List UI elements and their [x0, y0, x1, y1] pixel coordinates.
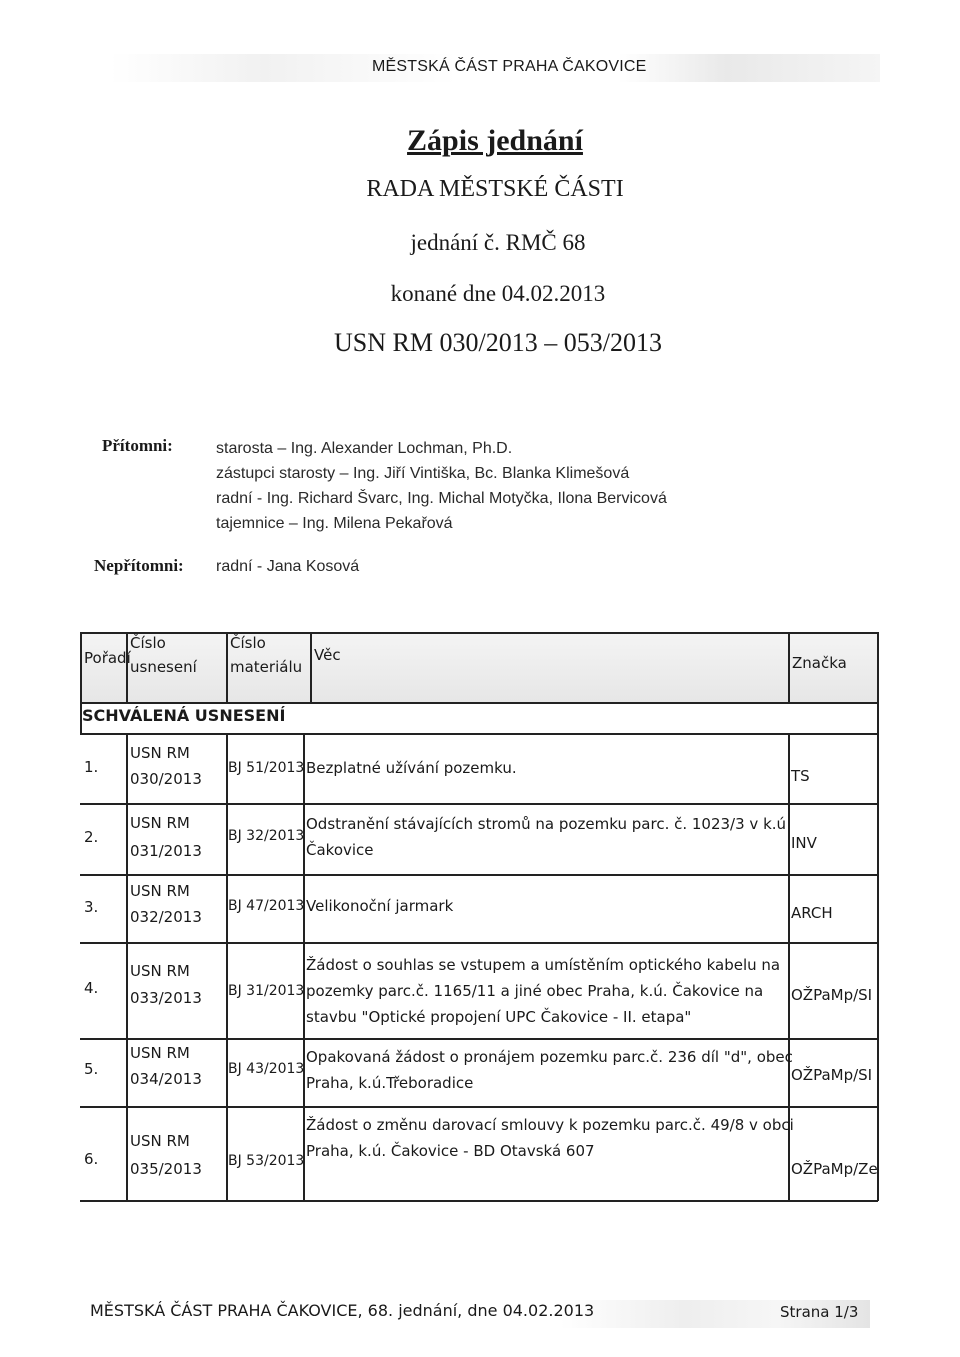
present-line: starosta – Ing. Alexander Lochman, Ph.D. — [216, 440, 513, 457]
row-separator — [80, 1038, 878, 1040]
row-order: 2. — [84, 828, 99, 846]
row-separator — [80, 874, 878, 876]
row-subject: pozemky parc.č. 1165/11 a jiné obec Praha, k.ú. Čakovice na — [306, 982, 764, 1000]
table-border — [80, 702, 878, 704]
row-separator — [80, 1200, 878, 1202]
table-divider — [226, 632, 228, 702]
row-resolution: USN RM — [130, 882, 190, 900]
header-subject: Věc — [314, 646, 341, 664]
row-resolution: USN RM — [130, 1132, 190, 1150]
row-subject: stavbu "Optické propojení UPC Čakovice - II. etapa" — [306, 1008, 692, 1026]
row-mark: INV — [791, 834, 817, 852]
present-label: Přítomni: — [102, 436, 173, 455]
table-border — [877, 632, 879, 734]
section-approved-resolutions: SCHVÁLENÁ USNESENÍ — [82, 706, 286, 725]
present-line: tajemnice – Ing. Milena Pekařová — [216, 515, 453, 532]
row-resolution: USN RM — [130, 814, 190, 832]
row-resolution: 034/2013 — [130, 1070, 202, 1088]
row-resolution: 030/2013 — [130, 770, 202, 788]
row-material: BJ 43/2013 — [228, 1061, 305, 1077]
row-mark: OŽPaMp/Ze — [791, 1160, 878, 1178]
row-order: 1. — [84, 758, 99, 776]
header-resolution-number: usnesení — [130, 658, 197, 676]
row-order: 3. — [84, 898, 99, 916]
row-material: BJ 51/2013 — [228, 760, 305, 776]
row-subject: Velikonoční jarmark — [306, 897, 454, 915]
row-separator — [80, 1106, 878, 1108]
row-order: 6. — [84, 1150, 99, 1168]
row-material: BJ 47/2013 — [228, 898, 305, 914]
header-material-number: Číslo — [230, 634, 266, 652]
row-resolution: 032/2013 — [130, 908, 202, 926]
row-mark: OŽPaMp/SI — [791, 986, 873, 1004]
row-subject: Žádost o souhlas se vstupem a umístěním optického kabelu na — [306, 956, 781, 974]
row-resolution: USN RM — [130, 962, 190, 980]
resolution-range: USN RM 030/2013 – 053/2013 — [334, 328, 662, 357]
table-divider — [788, 632, 790, 702]
present-line: radní - Ing. Richard Švarc, Ing. Michal Motyčka, Ilona Bervicová — [216, 490, 667, 507]
footer-text: MĚSTSKÁ ČÁST PRAHA ČAKOVICE, 68. jednání, dne 04.02.2013 — [90, 1301, 595, 1320]
row-resolution: 031/2013 — [130, 842, 202, 860]
row-resolution: USN RM — [130, 1044, 190, 1062]
table-border — [80, 733, 878, 735]
header-org: MĚSTSKÁ ČÁST PRAHA ČAKOVICE — [372, 58, 647, 75]
table-header-band — [80, 632, 877, 703]
present-line: zástupci starosty – Ing. Jiří Vintiška, Bc. Blanka Klimešová — [216, 465, 630, 482]
header-resolution-number: Číslo — [130, 634, 166, 652]
header-mark: Značka — [792, 654, 847, 672]
table-border — [80, 632, 878, 634]
row-material: BJ 53/2013 — [228, 1153, 305, 1169]
meeting-date: konané dne 04.02.2013 — [390, 281, 606, 306]
row-subject: Žádost o změnu darovací smlouvy k pozemku parc.č. 49/8 v obci — [306, 1116, 794, 1134]
row-subject: Opakovaná žádost o pronájem pozemku parc.č. 236 díl "d", obec — [306, 1048, 793, 1066]
absent-line: radní - Jana Kosová — [216, 558, 360, 575]
row-mark: OŽPaMp/SI — [791, 1066, 873, 1084]
row-subject: Praha, k.ú.Třeboradice — [306, 1074, 474, 1092]
row-subject: Čakovice — [306, 841, 374, 859]
table-divider — [310, 632, 312, 702]
row-resolution: 035/2013 — [130, 1160, 202, 1178]
header-order: Pořadí — [84, 649, 131, 667]
document-title: Zápis jednání — [407, 124, 583, 157]
row-subject: Odstranění stávajících stromů na pozemku parc. č. 1023/3 v k.ú — [306, 815, 787, 833]
absent-label: Nepřítomni: — [94, 556, 184, 575]
row-mark: ARCH — [791, 904, 833, 922]
row-order: 5. — [84, 1060, 99, 1078]
body-name: RADA MĚSTSKÉ ČÁSTI — [366, 176, 624, 202]
row-resolution: USN RM — [130, 744, 190, 762]
row-separator — [80, 803, 878, 805]
row-order: 4. — [84, 979, 99, 997]
meeting-number: jednání č. RMČ 68 — [410, 230, 586, 255]
row-material: BJ 31/2013 — [228, 983, 305, 999]
header-material-number: materiálu — [230, 658, 303, 676]
row-separator — [80, 942, 878, 944]
row-mark: TS — [791, 767, 810, 785]
row-subject: Bezplatné užívání pozemku. — [306, 759, 517, 777]
row-material: BJ 32/2013 — [228, 828, 305, 844]
row-resolution: 033/2013 — [130, 989, 202, 1007]
row-subject: Praha, k.ú. Čakovice - BD Otavská 607 — [306, 1142, 595, 1160]
page-number: Strana 1/3 — [780, 1303, 859, 1321]
